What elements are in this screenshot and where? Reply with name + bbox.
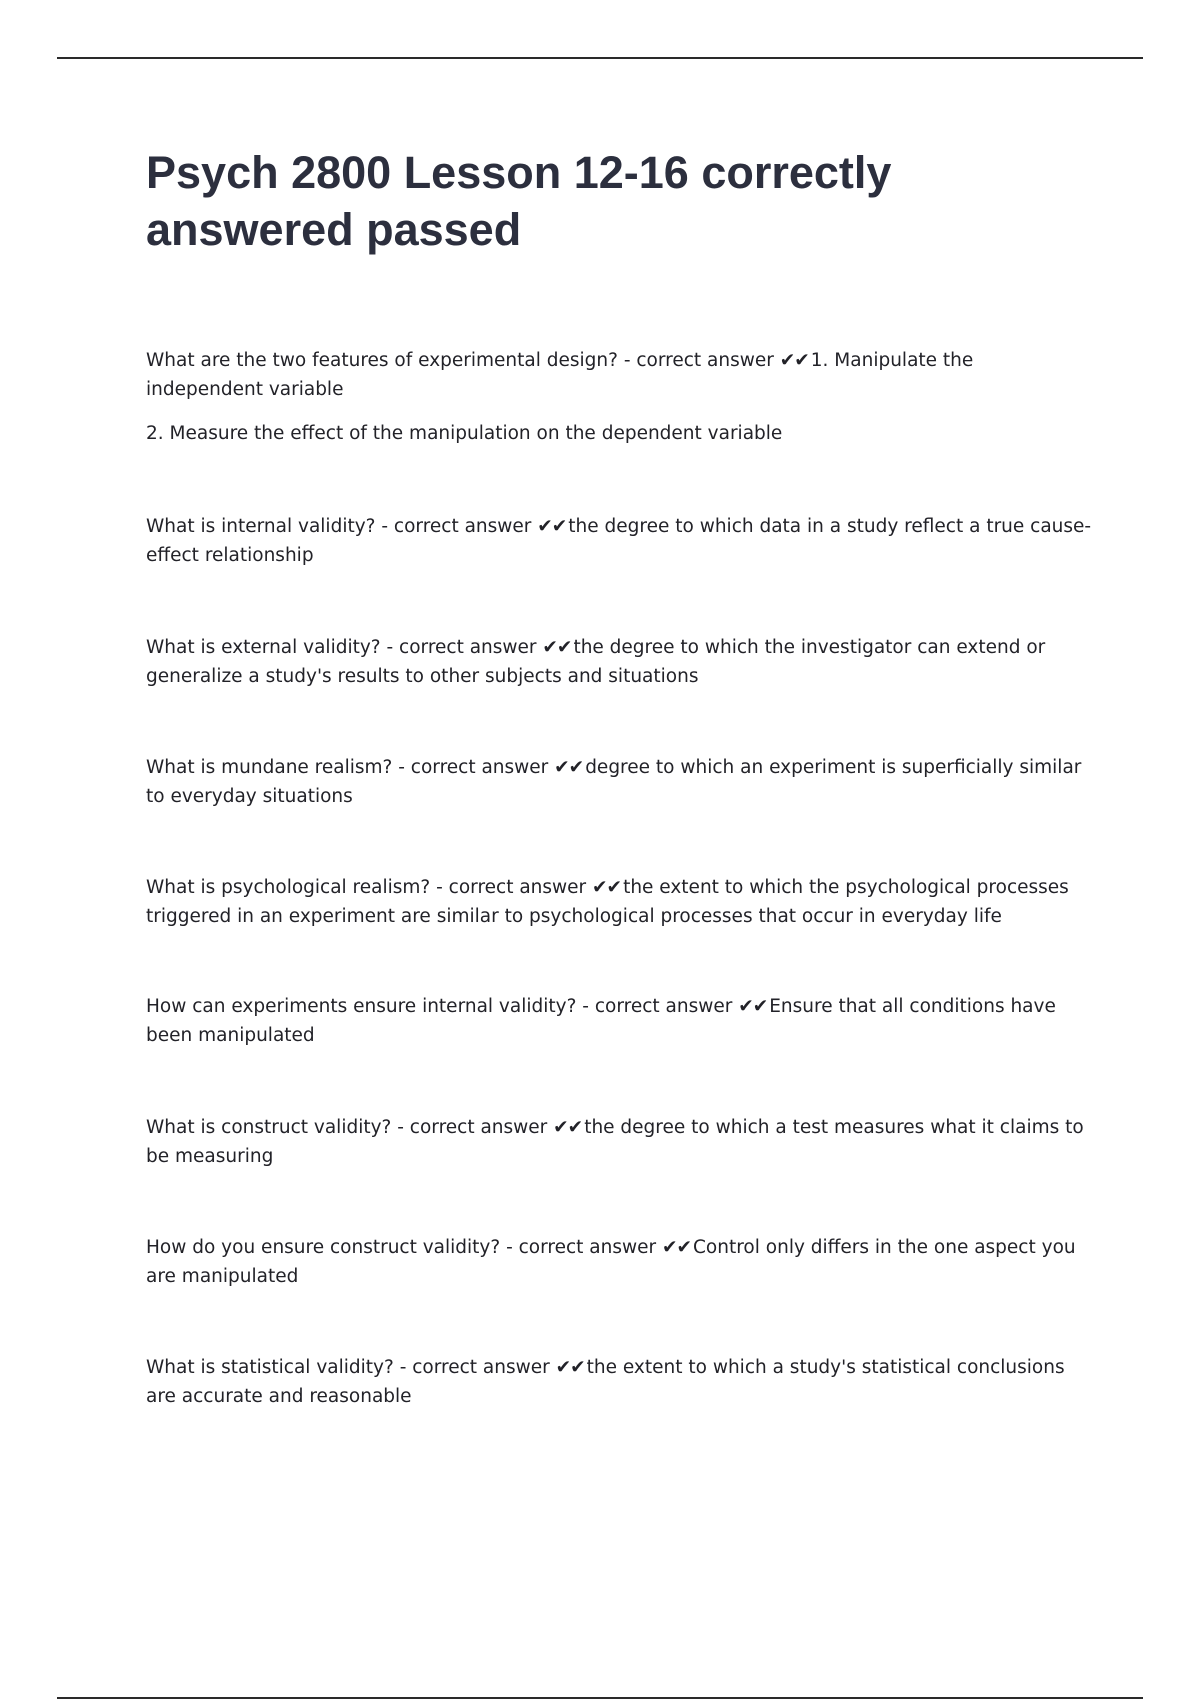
qa-paragraph: [146, 512, 1096, 570]
separator-text: - correct answer: [393, 1357, 556, 1378]
checkmark-icon: ✔✔: [662, 1237, 692, 1258]
answer-text: the extent to which a study's statistical conclusions are accurate and reasonable: [146, 1357, 1065, 1407]
qa-paragraph: [146, 346, 1096, 404]
checkmark-icon: ✔✔: [738, 996, 768, 1017]
qa-paragraph: [146, 1233, 1096, 1291]
checkmark-icon: ✔✔: [542, 637, 572, 658]
separator-text: - correct answer: [380, 637, 543, 658]
top-rule: [57, 57, 1143, 59]
question-text: What is psychological realism?: [146, 877, 431, 898]
question-text: What is statistical validity?: [146, 1357, 394, 1378]
qa-paragraph: [146, 633, 1096, 691]
answer-text: 1. Manipulate the independent variable: [146, 350, 974, 400]
question-text: What are the two features of experimental design?: [146, 350, 618, 371]
qa-entry: [146, 1233, 1096, 1291]
answer-text: degree to which an experiment is superficially similar to everyday situations: [146, 757, 1082, 807]
question-text: How do you ensure construct validity?: [146, 1237, 501, 1258]
qa-entry: [146, 1113, 1096, 1171]
separator-text: - correct answer: [391, 1117, 554, 1138]
checkmark-icon: ✔✔: [592, 877, 622, 898]
answer-text: the extent to which the psychological processes triggered in an experiment are similar to psychological processes that occur in everyday life: [146, 877, 1069, 927]
qa-entry: [146, 753, 1096, 811]
qa-entry: [146, 633, 1096, 691]
qa-paragraph: [146, 873, 1096, 931]
qa-paragraph: [146, 992, 1096, 1050]
qa-entry: [146, 992, 1096, 1050]
answer-text: the degree to which the investigator can extend or generalize a study's results to other subjects and situations: [146, 637, 1046, 687]
answer-text: the degree to which a test measures what it claims to be measuring: [146, 1117, 1084, 1167]
separator-text: - correct answer: [375, 516, 538, 537]
question-text: How can experiments ensure internal validity?: [146, 996, 577, 1017]
separator-text: - correct answer: [430, 877, 593, 898]
document-title: Psych 2800 Lesson 12-16 correctly answered passed: [146, 147, 892, 255]
qa-entry: [146, 346, 1096, 448]
separator-text: - correct answer: [576, 996, 739, 1017]
question-text: What is internal validity?: [146, 516, 376, 537]
answer-text: the degree to which data in a study reflect a true cause-effect relationship: [146, 516, 1092, 566]
checkmark-icon: ✔✔: [553, 1117, 583, 1138]
answer-text: Ensure that all conditions have been manipulated: [146, 996, 1056, 1046]
qa-entry: [146, 1353, 1096, 1411]
checkmark-icon: ✔✔: [779, 350, 809, 371]
qa-paragraph: [146, 753, 1096, 811]
qa-paragraph: [146, 1113, 1096, 1171]
question-text: What is external validity?: [146, 637, 381, 658]
separator-text: - correct answer: [392, 757, 555, 778]
answer-continued-text: 2. Measure the effect of the manipulation on the dependent variable: [146, 423, 783, 444]
checkmark-icon: ✔✔: [554, 757, 584, 778]
question-text: What is construct validity?: [146, 1117, 392, 1138]
separator-text: - correct answer: [617, 350, 780, 371]
answer-text: Control only differs in the one aspect you are manipulated: [146, 1237, 1076, 1287]
question-text: What is mundane realism?: [146, 757, 393, 778]
qa-paragraph: [146, 1353, 1096, 1411]
separator-text: - correct answer: [500, 1237, 662, 1258]
checkmark-icon: ✔✔: [537, 516, 567, 537]
qa-entry: [146, 512, 1096, 570]
qa-entry: [146, 873, 1096, 931]
bottom-rule: [57, 1697, 1143, 1699]
checkmark-icon: ✔✔: [555, 1357, 585, 1378]
